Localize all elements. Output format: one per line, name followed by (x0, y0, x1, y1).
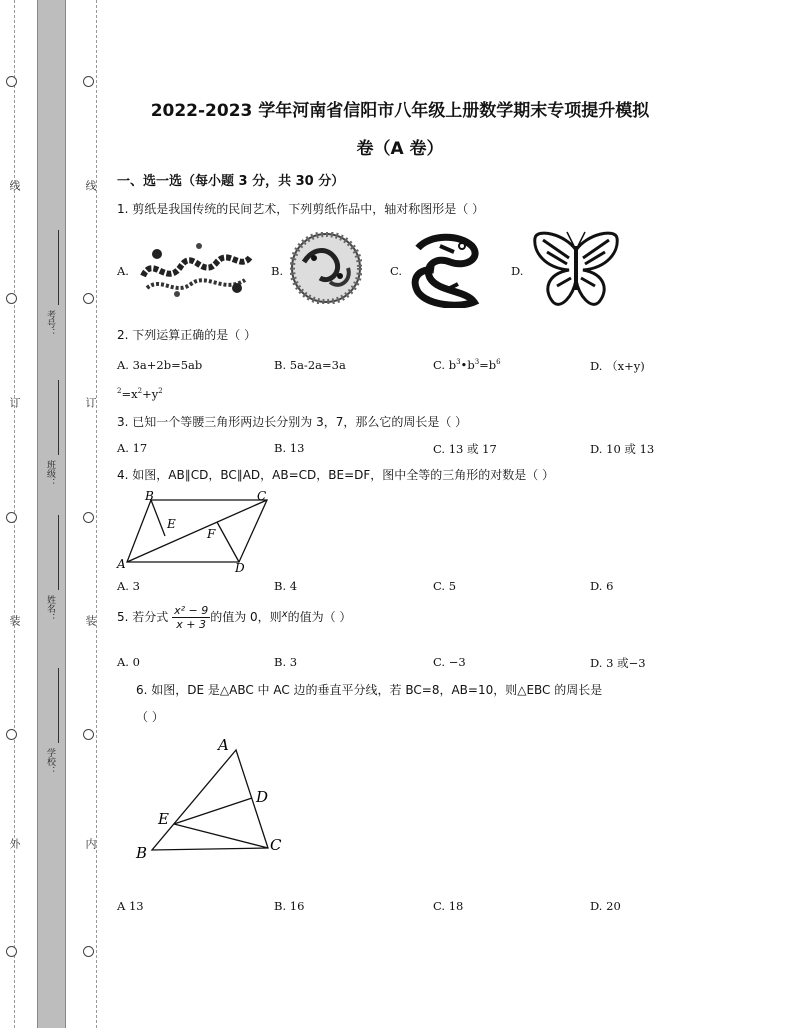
q2-option-d-continued: $^2=x^2+y^2$ (117, 387, 163, 401)
name-label: 姓名： (45, 595, 55, 622)
class-field[interactable] (58, 380, 59, 455)
label-A: A (218, 736, 229, 754)
inner-cut-line (96, 0, 97, 1028)
q5-option-c: C. −3 (433, 655, 466, 669)
q3-option-c: C. 13 或 17 (433, 442, 497, 456)
margin-mark-staple: 订 (84, 397, 97, 408)
section-heading: 一、选一选（每小题 3 分，共 30 分） (117, 174, 345, 189)
q5-option-d: D. 3 或−3 (590, 656, 646, 670)
q5-option-b: B. 3 (274, 655, 298, 669)
q1-option-b-label: B. (271, 264, 284, 278)
margin-mark-outer: 外 (8, 838, 21, 849)
exam-title-line2: 卷（A 卷） (356, 139, 444, 159)
school-label: 学校： (45, 748, 55, 775)
label-F: F (207, 527, 216, 541)
label-B: B (145, 489, 154, 503)
parallelogram-figure (115, 488, 275, 578)
margin-mark-line: 线 (84, 180, 97, 191)
q2-option-b: B. 5a-2a=3a (274, 358, 346, 372)
question-3-stem: 3. 已知一个等腰三角形两边长分别为 3，7，那么它的周长是（ ） (117, 415, 468, 429)
q2-option-c: C. $b^3•b^3=b^6$ (433, 358, 501, 372)
school-field[interactable] (58, 668, 59, 743)
dragon-papercut-image (137, 236, 257, 306)
margin-mark-bind: 装 (8, 615, 21, 626)
binding-hole (83, 946, 94, 957)
q4-option-a: A. 3 (117, 579, 140, 593)
margin-mark-line: 线 (8, 180, 21, 191)
q4-option-c: C. 5 (433, 579, 457, 593)
q3-option-d: D. 10 或 13 (590, 442, 655, 456)
binding-hole (6, 946, 17, 957)
question-6-stem: 6. 如图，DE 是△ABC 中 AC 边的垂直平分线，若 BC=8，AB=10，则△EBC 的周长是 (136, 683, 603, 697)
label-E: E (158, 810, 169, 828)
q1-option-d-label: D. (511, 264, 524, 278)
binding-hole (6, 729, 17, 740)
butterfly-papercut-image (531, 228, 621, 314)
q3-option-b: B. 13 (274, 441, 305, 455)
margin-mark-staple: 订 (8, 397, 21, 408)
fraction: $\frac{\text{x² − 9}}{x + 3}$ (174, 604, 209, 631)
label-C: C (270, 836, 282, 854)
q6-option-a: A 13 (117, 899, 144, 913)
exam-number-label: 考号： (45, 310, 55, 337)
fish-papercut-image (410, 232, 482, 312)
exam-title: 2022-2023 学年河南省信阳市八年级上册数学期末专项提升模拟 (150, 101, 650, 121)
binding-hole (83, 293, 94, 304)
q6-option-d: D. 20 (590, 899, 621, 913)
binding-band (37, 0, 66, 1028)
triangle-figure (130, 734, 290, 868)
label-A: A (117, 557, 126, 571)
margin-mark-inner: 内 (84, 838, 97, 849)
question-6-paren: （ ） (136, 710, 164, 724)
label-D: D (256, 788, 269, 806)
binding-hole (83, 729, 94, 740)
binding-hole (6, 512, 17, 523)
q2-option-d: D. （x+y) (590, 359, 645, 373)
q5-option-a: A. 0 (117, 655, 140, 669)
q6-option-b: B. 16 (274, 899, 305, 913)
label-B: B (136, 844, 148, 862)
name-field[interactable] (58, 515, 59, 590)
q1-option-c-label: C. (390, 264, 403, 278)
binding-hole (6, 76, 17, 87)
q4-option-b: B. 4 (274, 579, 298, 593)
question-1-stem: 1. 剪纸是我国传统的民间艺术，下列剪纸作品中，轴对称图形是（ ） (117, 202, 485, 216)
binding-hole (6, 293, 17, 304)
question-4-stem: 4. 如图，AB∥CD，BC∥AD，AB=CD，BE=DF，图中全等的三角形的对数是（ ） (117, 468, 555, 482)
question-2-stem: 2. 下列运算正确的是（ ） (117, 328, 257, 342)
label-C: C (257, 489, 267, 503)
label-E: E (167, 517, 176, 531)
q3-option-a: A. 17 (117, 441, 148, 455)
q6-option-c: C. 18 (433, 899, 464, 913)
q4-option-d: D. 6 (590, 579, 614, 593)
exam-number-field[interactable] (58, 230, 59, 305)
q1-option-a-label: A. (117, 264, 129, 278)
binding-hole (83, 76, 94, 87)
q2-option-a: A. 3a+2b=5ab (117, 358, 203, 372)
class-label: 班级： (45, 460, 55, 487)
binding-hole (83, 512, 94, 523)
label-D: D (235, 561, 245, 574)
round-papercut-image (290, 232, 362, 308)
margin-mark-bind: 装 (84, 615, 97, 626)
question-5-stem: 5. 若分式 $\frac{\text{x² − 9}}{x + 3}$ 的值为 0，则$^x$的值为（ ） (117, 604, 352, 631)
